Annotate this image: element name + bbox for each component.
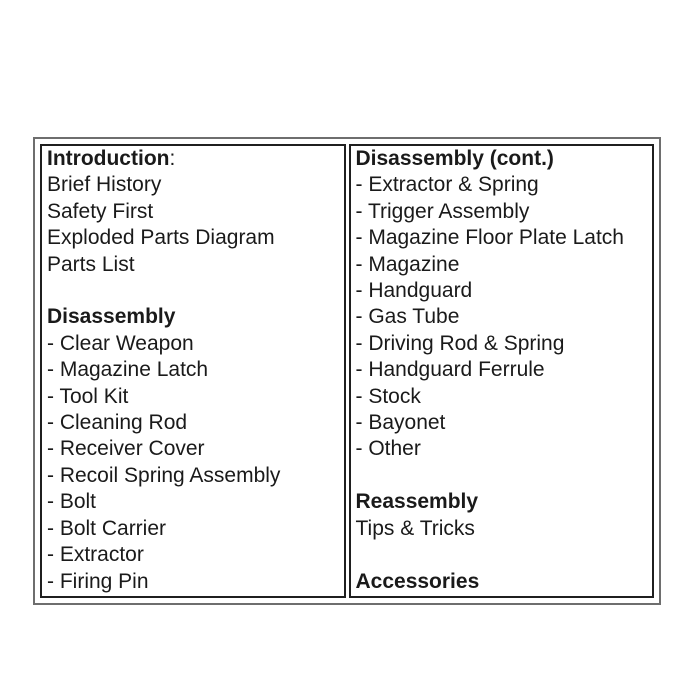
toc-item: Parts List [47,252,135,276]
toc-column-right [349,144,655,598]
section-heading: Disassembly [47,305,176,329]
toc-item: Safety First [47,199,154,223]
toc-item: - Handguard Ferrule [355,358,545,382]
toc-item: - Bolt [47,490,97,514]
toc-item: - Cleaning Rod [47,411,188,435]
toc-item: - Extractor & Spring [355,173,539,197]
toc-item: - Other [355,437,421,461]
section-heading: Introduction: [47,147,176,170]
toc-item: - Driving Rod & Spring [355,331,565,355]
toc-item: - Magazine Latch [47,358,209,382]
toc-item: - Bayonet [355,411,446,435]
toc-item: - Bolt Carrier [47,516,167,540]
toc-item: Tips & Tricks [355,516,475,540]
section-heading: Disassembly (cont.) [355,147,554,170]
blank-line [356,463,649,489]
toc-item: - Magazine [355,252,460,276]
toc-item: Brief History [47,173,162,197]
toc-item: - Extractor [47,543,144,567]
toc-column-left [40,144,346,598]
toc-item: - Clear Weapon [47,331,194,355]
blank-line [47,278,340,304]
toc-item: - Gas Tube [355,305,460,329]
blank-line [356,542,649,568]
toc-item: - Trigger Assembly [355,199,530,223]
toc-item: - Tool Kit [47,384,129,408]
section-heading: Reassembly [355,490,479,514]
toc-item: - Firing Pin [47,569,149,593]
toc-item: - Magazine Floor Plate Latch [355,226,624,250]
section-heading: Accessories [355,569,480,593]
toc-item: - Receiver Cover [47,437,205,461]
toc-item: Exploded Parts Diagram [47,226,275,250]
table-of-contents-frame [33,137,661,605]
toc-item: - Recoil Spring Assembly [47,463,281,487]
toc-item: - Stock [355,384,421,408]
toc-item: - Handguard [355,279,473,303]
